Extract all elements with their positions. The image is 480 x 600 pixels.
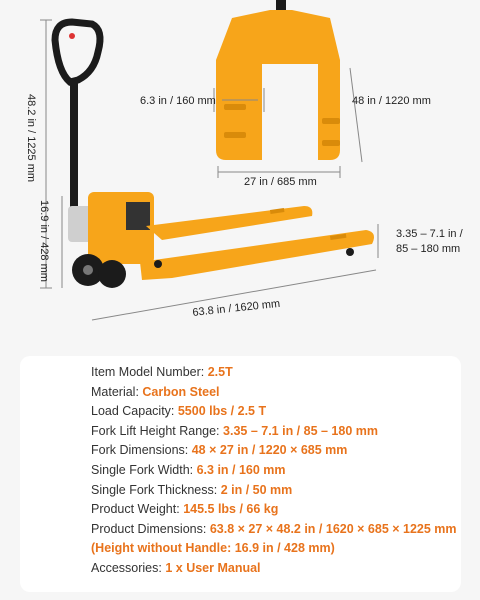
spec-row	[91, 559, 461, 579]
spec-value: 2 in / 50 mm	[220, 482, 293, 497]
spec-row	[91, 520, 461, 540]
height-no-handle-label: 16.9 in / 428 mm	[38, 200, 50, 282]
fork-slot	[322, 140, 340, 146]
total-height-label: 48.2 in / 1225 mm	[25, 94, 37, 183]
spec-row	[91, 363, 461, 383]
spec-label: Accessories:	[91, 560, 166, 575]
fork-top-view	[216, 0, 340, 160]
spec-row	[91, 481, 461, 501]
load-roller	[346, 248, 354, 256]
spec-row	[91, 461, 461, 481]
steering-wheel-right	[98, 260, 126, 288]
spec-row	[91, 422, 461, 442]
spec-value: 3.35 – 7.1 in / 85 – 180 mm	[223, 423, 378, 438]
spec-label: Fork Lift Height Range:	[91, 423, 224, 438]
fork-slot	[224, 132, 246, 138]
spec-value: 48 × 27 in / 1220 × 685 mm	[191, 443, 348, 458]
spec-row	[91, 500, 461, 520]
fork-width-label: 6.3 in / 160 mm	[140, 95, 216, 107]
spec-label: Material:	[91, 384, 143, 399]
fork-slot	[322, 118, 340, 124]
handle-loop	[55, 22, 100, 82]
spec-list	[91, 363, 461, 579]
spec-card	[20, 356, 461, 592]
spec-value: 1 x User Manual	[165, 560, 261, 575]
spec-label: Load Capacity:	[91, 404, 178, 419]
spec-value: 5500 lbs / 2.5 T	[177, 404, 267, 419]
spec-label: Single Fork Thickness:	[91, 482, 221, 497]
fork-length-label: 48 in / 1220 mm	[352, 95, 431, 107]
spec-row	[91, 441, 461, 461]
spec-label: Product Dimensions:	[91, 521, 210, 536]
load-roller	[154, 260, 162, 268]
lift-range-label-1: 3.35 – 7.1 in /	[396, 228, 463, 240]
fork-span-label: 27 in / 685 mm	[244, 176, 317, 188]
release-lever	[69, 33, 75, 39]
spec-value: 145.5 lbs / 66 kg	[183, 502, 279, 517]
spec-value: 6.3 in / 160 mm	[196, 462, 286, 477]
spec-row	[91, 383, 461, 403]
wheel-hub	[83, 265, 93, 275]
spec-row	[91, 539, 461, 559]
spec-label: Single Fork Width:	[91, 462, 197, 477]
spec-value: Carbon Steel	[142, 384, 220, 399]
handle-shaft	[70, 80, 78, 222]
spec-value: 2.5T	[207, 365, 233, 379]
warning-label	[126, 202, 150, 230]
spec-label: Item Model Number:	[91, 365, 208, 379]
fork-length-dim-line	[350, 68, 362, 162]
fork-slot	[224, 104, 246, 110]
spec-row	[91, 402, 461, 422]
spec-label: Fork Dimensions:	[91, 443, 192, 458]
lift-range-label-2: 85 – 180 mm	[396, 243, 461, 255]
back-fork	[146, 206, 312, 240]
total-length-label: 63.8 in / 1620 mm	[191, 297, 281, 319]
spec-label: Product Weight:	[91, 502, 184, 517]
spec-value: (Height without Handle: 16.9 in / 428 mm)	[91, 541, 335, 556]
spec-value: 63.8 × 27 × 48.2 in / 1620 × 685 × 1225 mm	[209, 521, 457, 536]
